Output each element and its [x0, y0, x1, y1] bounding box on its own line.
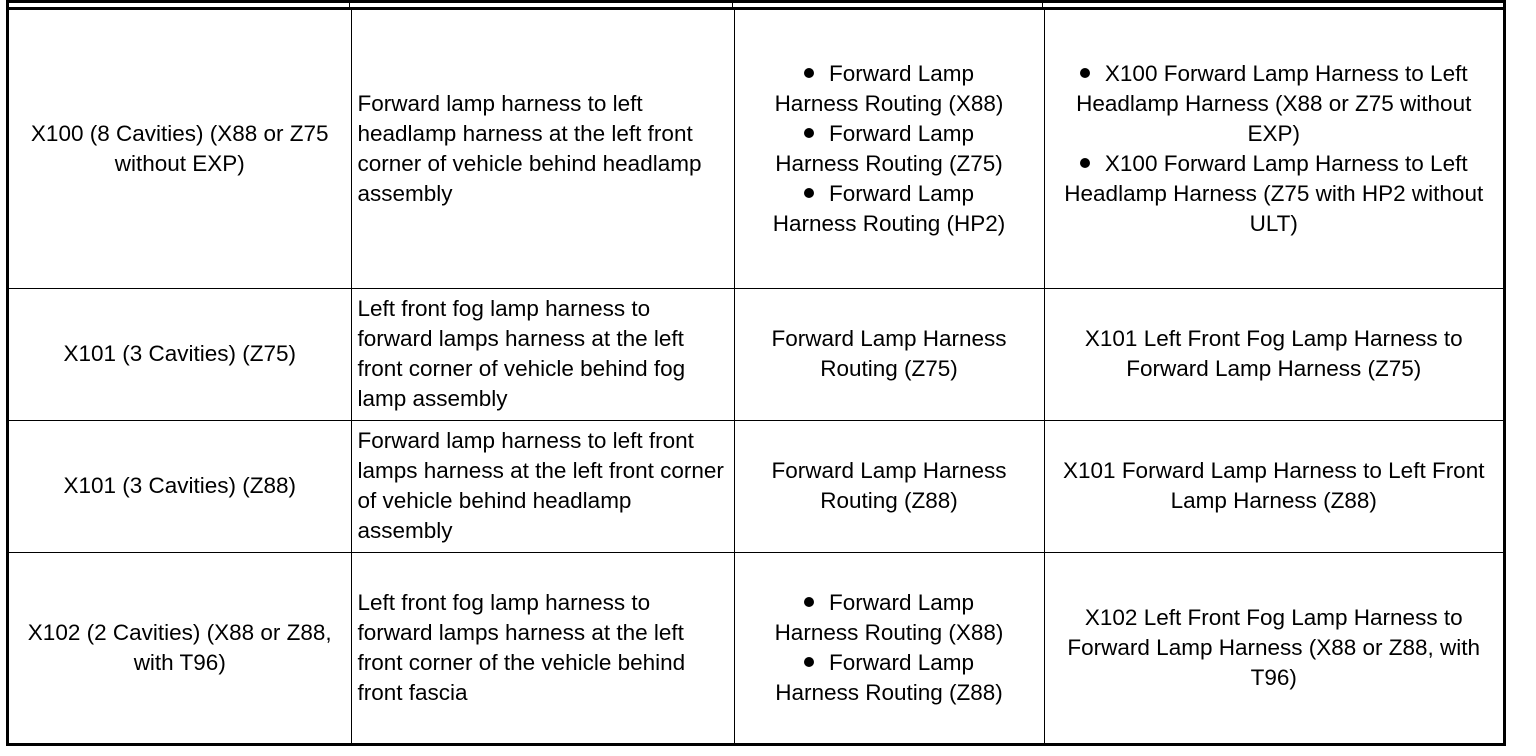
connector-cell	[9, 288, 351, 420]
column-divider	[732, 3, 733, 10]
connector-cell	[9, 552, 351, 743]
table-row	[9, 288, 1503, 420]
routing-link[interactable]: Forward Lamp Harness Routing (Z88)	[775, 649, 1003, 705]
routing-link[interactable]: Forward Lamp Harness Routing (X88)	[774, 589, 1004, 645]
table-row	[9, 10, 1503, 288]
connector-cell	[9, 10, 351, 288]
routing-cell	[734, 10, 1044, 288]
connector-text: X100 (8 Cavities) (X88 or Z75 without EXP)	[30, 120, 329, 176]
bullet-icon	[804, 657, 814, 667]
location-text: Forward lamp harness to left headlamp harness at the left front corner of vehicle behind headlamp assembly	[357, 90, 702, 206]
connector-text: X101 (3 Cavities) (Z75)	[63, 341, 297, 366]
routing-cell	[734, 288, 1044, 420]
connector-table-frame	[6, 0, 1506, 746]
routing-link[interactable]: Forward Lamp Harness Routing (X88)	[774, 60, 1004, 116]
location-text: Left front fog lamp harness to forward lamps harness at the left front corner of vehicle behind fog lamp assembly	[357, 296, 686, 411]
connector-text: X102 (2 Cavities) (X88 or Z88, with T96)	[27, 619, 332, 675]
routing-link[interactable]: Forward Lamp Harness Routing (Z75)	[775, 120, 1003, 176]
bullet-icon	[1080, 68, 1090, 78]
connector-text: X101 (3 Cavities) (Z88)	[63, 473, 297, 498]
connector-table	[9, 10, 1503, 743]
bullet-icon	[804, 68, 814, 78]
view-link[interactable]: X102 Left Front Fog Lamp Harness to Forward Lamp Harness (X88 or Z88, with T96)	[1067, 604, 1481, 690]
view-link[interactable]: X100 Forward Lamp Harness to Left Headlamp Harness (X88 or Z75 without EXP)	[1076, 60, 1472, 146]
table-row	[9, 420, 1503, 552]
bullet-icon	[804, 597, 814, 607]
view-link[interactable]: X100 Forward Lamp Harness to Left Headlamp Harness (Z75 with HP2 without ULT)	[1064, 150, 1484, 236]
bullet-icon	[804, 128, 814, 138]
view-link[interactable]: X101 Forward Lamp Harness to Left Front Lamp Harness (Z88)	[1063, 458, 1485, 513]
routing-cell	[734, 552, 1044, 743]
connector-cell	[9, 420, 351, 552]
column-divider	[1042, 3, 1043, 10]
table-row	[9, 552, 1503, 743]
previous-row-strip	[9, 3, 1503, 10]
column-divider	[349, 3, 350, 10]
location-cell	[351, 288, 734, 420]
routing-link[interactable]: Forward Lamp Harness Routing (Z88)	[771, 458, 1007, 513]
view-list	[1051, 59, 1498, 239]
location-cell	[351, 552, 734, 743]
location-cell	[351, 420, 734, 552]
bullet-icon	[804, 188, 814, 198]
location-text: Left front fog lamp harness to forward lamps harness at the left front corner of the vehicle behind front fascia	[357, 589, 686, 705]
view-cell	[1044, 420, 1503, 552]
routing-link[interactable]: Forward Lamp Harness Routing (HP2)	[772, 180, 1006, 236]
view-link[interactable]: X101 Left Front Fog Lamp Harness to Forward Lamp Harness (Z75)	[1084, 326, 1463, 381]
bullet-icon	[1080, 158, 1090, 168]
location-text: Forward lamp harness to left front lamps harness at the left front corner of vehicle behind headlamp assembly	[357, 428, 724, 543]
view-cell	[1044, 288, 1503, 420]
location-cell	[351, 10, 734, 288]
routing-link[interactable]: Forward Lamp Harness Routing (Z75)	[771, 326, 1007, 381]
routing-list	[741, 588, 1038, 708]
view-cell	[1044, 552, 1503, 743]
routing-cell	[734, 420, 1044, 552]
routing-list	[741, 59, 1038, 239]
view-cell	[1044, 10, 1503, 288]
